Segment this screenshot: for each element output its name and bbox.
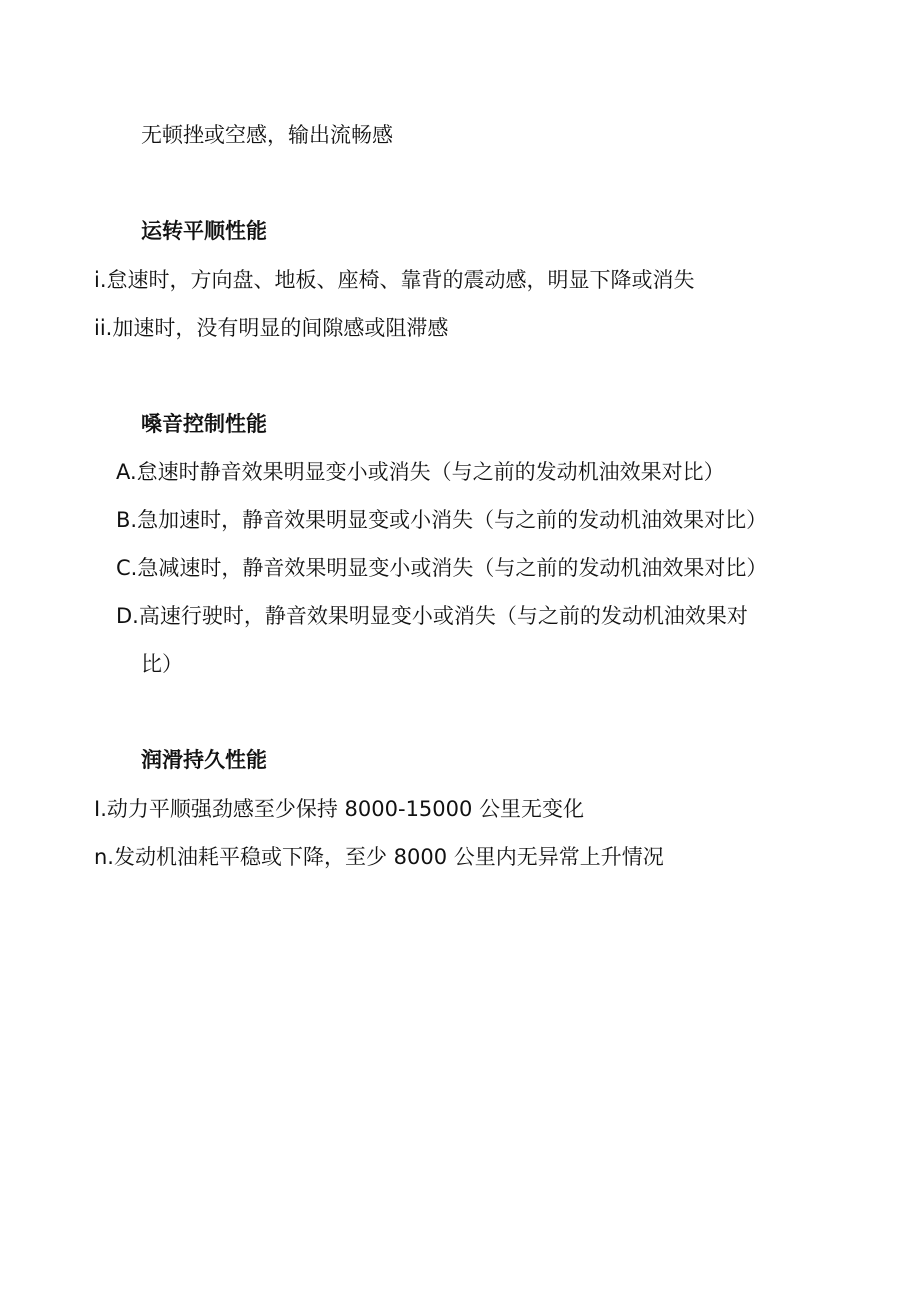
section-title-noise-control: 嗓音控制性能: [141, 412, 267, 436]
list-item: B.急加速时，静音效果明显变或小消失（与之前的发动机油效果对比）: [116, 508, 768, 532]
section-title-lubrication: 润滑持久性能: [141, 748, 267, 772]
list-item: A.怠速时静音效果明显变小或消失（与之前的发动机油效果对比）: [116, 460, 725, 484]
list-item: ii.加速时，没有明显的间隙感或阻滞感: [94, 316, 449, 340]
intro-line: 无顿挫或空感，输出流畅感: [141, 123, 393, 147]
list-item: i.怠速时，方向盘、地板、座椅、靠背的震动感，明显下降或消失: [94, 268, 695, 292]
list-item: D.高速行驶时，静音效果明显变小或消失（与之前的发动机油效果对: [116, 604, 748, 628]
list-item-continuation: 比）: [141, 652, 183, 676]
list-item: C.急减速时，静音效果明显变小或消失（与之前的发动机油效果对比）: [116, 556, 768, 580]
section-title-smoothness: 运转平顺性能: [141, 219, 267, 243]
list-item: I.动力平顺强劲感至少保持 8000-15000 公里无变化: [94, 797, 585, 821]
list-item: n.发动机油耗平稳或下降，至少 8000 公里内无异常上升情况: [94, 845, 664, 869]
